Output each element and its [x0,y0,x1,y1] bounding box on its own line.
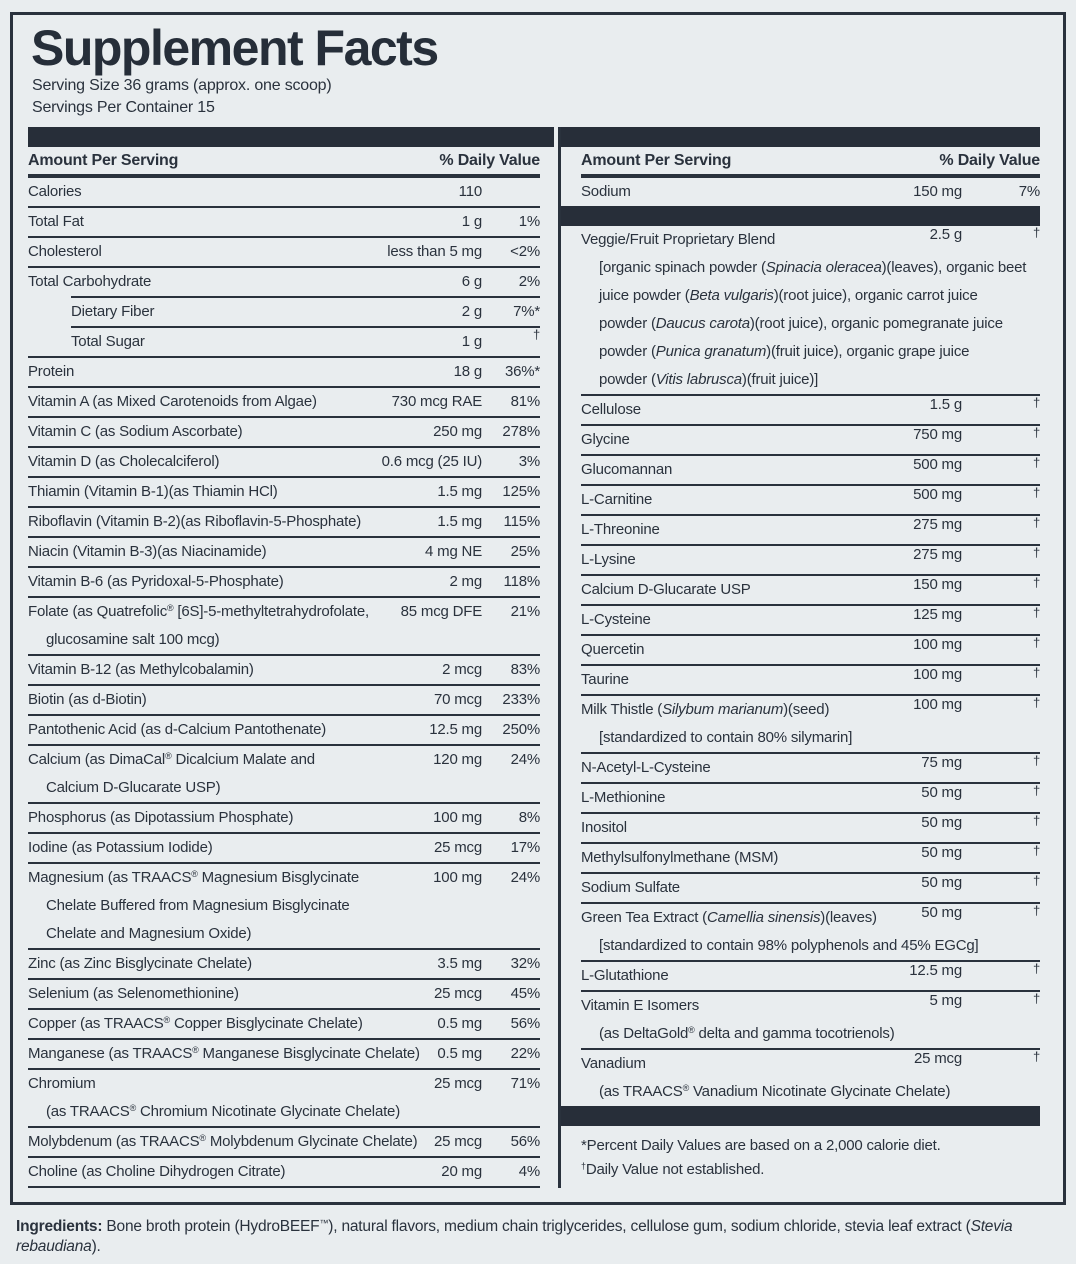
nutrient-row [28,714,540,744]
nutrient-label: Selenium (as Selenomethionine) [28,985,239,1002]
nutrient-label: Choline (as Choline Dihydrogen Citrate) [28,1163,286,1180]
nutrient-amount: 2 mcg [442,661,482,678]
nutrient-row [581,1048,1040,1106]
serving-size: Serving Size 36 grams (approx. one scoop) [32,77,332,94]
nutrient-amount: 750 mg [913,426,962,443]
nutrient-daily-value: † [1032,873,1040,888]
nutrient-amount: 2.5 g [929,226,962,243]
nutrient-daily-value: † [1032,485,1040,500]
nutrient-label-continued: (as TRAACS® Chromium Nicotinate Glycinate Chelate) [46,1103,400,1120]
nutrient-label-continued: powder (Daucus carota)(root juice), organic pomegranate juice [599,315,1003,332]
nutrient-row [28,236,540,266]
nutrient-row [28,1038,540,1068]
nutrient-daily-value: 83% [510,661,540,678]
footnotes [581,1134,1040,1182]
nutrient-label: L-Threonine [581,521,660,538]
nutrient-row [28,1008,540,1038]
separator-bar [561,1106,1040,1126]
nutrient-label-continued: powder (Punica granatum)(fruit juice), organic grape juice [599,343,970,360]
nutrient-amount: 100 mg [913,696,962,713]
nutrient-daily-value: † [1032,575,1040,590]
nutrient-row [28,948,540,978]
nutrient-row [581,694,1040,752]
nutrient-label: Total Fat [28,213,84,230]
nutrient-label-continued: Chelate and Magnesium Oxide) [46,925,252,942]
nutrient-amount: 100 mg [913,636,962,653]
nutrient-label-continued: powder (Vitis labrusca)(fruit juice)] [599,371,819,388]
nutrient-columns [13,127,1063,1188]
nutrient-amount: 150 mg [913,576,962,593]
nutrient-label: Vitamin E Isomers [581,997,700,1014]
nutrient-amount: 0.6 mcg (25 IU) [381,453,482,470]
nutrient-label: Cellulose [581,401,641,418]
nutrient-label: Sodium [581,183,631,200]
nutrient-amount: 5 mg [929,992,962,1009]
nutrient-amount: 50 mg [921,904,962,921]
nutrient-daily-value: 278% [502,423,540,440]
nutrient-amount: 1.5 g [929,396,962,413]
nutrient-row [28,744,540,802]
nutrient-amount: 100 mg [433,869,482,886]
nutrient-daily-value: † [1032,665,1040,680]
nutrient-label-continued: juice powder (Beta vulgaris)(root juice), organic carrot juice [599,287,978,304]
nutrient-row [28,476,540,506]
left-nutrient-table [13,178,558,1188]
nutrient-amount: 75 mg [921,754,962,771]
nutrient-label: Glycine [581,431,630,448]
nutrient-amount: 12.5 mg [909,962,962,979]
nutrient-row [28,536,540,566]
nutrient-amount: 500 mg [913,456,962,473]
nutrient-label-continued: Calcium D-Glucarate USP) [46,779,221,796]
nutrient-row [28,206,540,236]
nutrient-row [28,802,540,832]
nutrient-row [28,1126,540,1156]
nutrient-amount: less than 5 mg [387,243,482,260]
nutrient-label-continued: [standardized to contain 80% silymarin] [599,729,853,746]
nutrient-label: Phosphorus (as Dipotassium Phosphate) [28,809,294,826]
nutrient-row [28,832,540,862]
nutrient-label-continued: [organic spinach powder (Spinacia oleracea)(leaves), organic beet [599,259,1027,276]
nutrient-amount: 25 mcg [434,1133,482,1150]
nutrient-label: Vitamin D (as Cholecalciferol) [28,453,220,470]
nutrient-daily-value: 81% [510,393,540,410]
nutrient-daily-value: 22% [510,1045,540,1062]
nutrient-daily-value: 3% [518,453,540,470]
nutrient-label: Quercetin [581,641,645,658]
nutrient-amount: 1.5 mg [437,483,482,500]
nutrient-label: Taurine [581,671,629,688]
nutrient-label: Thiamin (Vitamin B-1)(as Thiamin HCl) [28,483,278,500]
footnote: †Daily Value not established. [581,1161,765,1178]
nutrient-label: Inositol [581,819,627,836]
nutrient-daily-value: 56% [510,1133,540,1150]
nutrient-daily-value: 17% [510,839,540,856]
nutrient-daily-value: 4% [518,1163,540,1180]
nutrient-daily-value: † [1032,961,1040,976]
column-header [28,147,540,178]
nutrient-label: Vitamin B-6 (as Pyridoxal-5-Phosphate) [28,573,284,590]
nutrient-daily-value: 24% [510,751,540,768]
nutrient-amount: 120 mg [433,751,482,768]
nutrient-daily-value: 56% [510,1015,540,1032]
nutrient-label: Vitamin A (as Mixed Carotenoids from Algae) [28,393,317,410]
nutrient-row [28,416,540,446]
nutrient-label: Zinc (as Zinc Bisglycinate Chelate) [28,955,252,972]
nutrient-label: Molybdenum (as TRAACS® Molybdenum Glycinate Chelate) [28,1133,418,1150]
nutrient-label-continued: glucosamine salt 100 mcg) [46,631,220,648]
nutrient-daily-value: † [1032,395,1040,410]
daily-value-header: % Daily Value [439,152,540,169]
supplement-facts-panel [10,12,1066,1205]
footnote: *Percent Daily Values are based on a 2,000 calorie diet. [581,1137,941,1154]
nutrient-row [28,506,540,536]
nutrient-label: Total Sugar [71,333,145,350]
nutrient-label: Chromium [28,1075,96,1092]
nutrient-row [581,226,1040,394]
nutrient-amount: 275 mg [913,516,962,533]
nutrient-amount: 25 mcg [434,985,482,1002]
nutrient-amount: 50 mg [921,814,962,831]
nutrient-daily-value: 24% [510,869,540,886]
page-title: Supplement Facts [31,20,438,76]
nutrient-label: Cholesterol [28,243,102,260]
nutrient-row [28,862,540,948]
nutrient-label: L-Carnitine [581,491,653,508]
nutrient-label-continued: (as DeltaGold® delta and gamma tocotrienols) [599,1025,895,1042]
nutrient-label: Niacin (Vitamin B-3)(as Niacinamide) [28,543,267,560]
ingredients-label: Ingredients: [16,1218,103,1235]
nutrient-label: L-Lysine [581,551,636,568]
nutrient-amount: 250 mg [433,423,482,440]
nutrient-daily-value: 2% [518,273,540,290]
nutrient-daily-value: † [1032,515,1040,530]
separator-bar [561,127,1040,147]
nutrient-amount: 18 g [453,363,482,380]
nutrient-amount: 4 mg NE [425,543,482,560]
nutrient-daily-value: † [1032,991,1040,1006]
nutrient-amount: 0.5 mg [437,1045,482,1062]
nutrient-amount: 1 g [461,333,482,350]
nutrient-daily-value: 115% [503,513,540,530]
daily-value-header: % Daily Value [939,152,1040,169]
nutrient-amount: 20 mg [441,1163,482,1180]
nutrient-amount: 25 mcg [914,1050,962,1067]
nutrient-amount: 1.5 mg [437,513,482,530]
nutrient-daily-value: 7%* [513,303,540,320]
nutrient-daily-value: 25% [510,543,540,560]
nutrient-label: Iodine (as Potassium Iodide) [28,839,213,856]
nutrient-daily-value: † [1032,753,1040,768]
nutrient-amount: 50 mg [921,874,962,891]
nutrient-daily-value: † [1032,425,1040,440]
nutrient-row [581,178,1040,206]
nutrient-row [28,978,540,1008]
nutrient-label: Folate (as Quatrefolic® [6S]-5-methyltetrahydrofolate, [28,603,369,620]
nutrient-row [28,446,540,476]
nutrient-row [28,596,540,654]
nutrient-amount: 50 mg [921,844,962,861]
nutrient-amount: 150 mg [913,183,962,200]
nutrient-row [71,296,540,326]
nutrient-label: Biotin (as d-Biotin) [28,691,147,708]
nutrient-daily-value: † [1032,813,1040,828]
nutrient-daily-value: 36%* [504,363,540,380]
nutrient-daily-value: † [1032,783,1040,798]
nutrient-label: Calcium D-Glucarate USP [581,581,751,598]
nutrient-daily-value: † [1032,605,1040,620]
nutrient-daily-value: 8% [518,809,540,826]
nutrient-label: Protein [28,363,75,380]
nutrient-label: Calcium (as DimaCal® Dicalcium Malate and [28,751,315,768]
nutrient-label-continued: (as TRAACS® Vanadium Nicotinate Glycinate Chelate) [599,1083,951,1100]
nutrient-amount: 6 g [461,273,482,290]
nutrient-daily-value: † [1032,695,1040,710]
nutrient-label-continued: Chelate Buffered from Magnesium Bisglycinate [46,897,350,914]
nutrient-label: Milk Thistle (Silybum marianum)(seed) [581,701,830,718]
nutrient-daily-value: 118% [503,573,540,590]
nutrient-row [581,990,1040,1048]
nutrient-daily-value: 1% [518,213,540,230]
nutrient-amount: 0.5 mg [437,1015,482,1032]
nutrient-label: Vanadium [581,1055,646,1072]
nutrient-daily-value: † [1032,843,1040,858]
left-column [13,127,561,1188]
nutrient-amount: 100 mg [913,666,962,683]
amount-per-serving-header: Amount Per Serving [581,152,732,169]
nutrient-label: Green Tea Extract (Camellia sinensis)(leaves) [581,909,877,926]
nutrient-row [28,566,540,596]
ingredients-line [16,1217,1066,1257]
nutrient-amount: 70 mcg [434,691,482,708]
nutrient-daily-value: 125% [502,483,540,500]
nutrient-label: Calories [28,183,82,200]
nutrient-amount: 100 mg [433,809,482,826]
nutrient-label: Copper (as TRAACS® Copper Bisglycinate Chelate) [28,1015,363,1032]
right-column [561,127,1063,1188]
nutrient-row [28,386,540,416]
nutrient-amount: 85 mcg DFE [400,603,482,620]
nutrient-daily-value: 71% [510,1075,540,1092]
nutrient-daily-value: † [1032,545,1040,560]
nutrient-daily-value: 21% [510,603,540,620]
servings-per-container: Servings Per Container 15 [32,99,215,116]
nutrient-row [28,654,540,684]
nutrient-row [71,326,540,356]
amount-per-serving-header: Amount Per Serving [28,152,179,169]
right-nutrient-table [561,178,1063,1126]
nutrient-daily-value: 250% [502,721,540,738]
nutrient-row [581,902,1040,960]
nutrient-amount: 110 [458,183,482,200]
nutrient-amount: 2 g [461,303,482,320]
nutrient-daily-value: 7% [1018,183,1040,200]
nutrient-label: Magnesium (as TRAACS® Magnesium Bisglycinate [28,869,360,886]
nutrient-row [28,356,540,386]
nutrient-row [28,684,540,714]
nutrient-label: Manganese (as TRAACS® Manganese Bisglycinate Chelate) [28,1045,420,1062]
nutrient-label: Riboflavin (Vitamin B-2)(as Riboflavin-5-Phosphate) [28,513,362,530]
nutrient-amount: 1 g [461,213,482,230]
nutrient-label: Methylsulfonylmethane (MSM) [581,849,779,866]
nutrient-row [28,178,540,206]
nutrient-amount: 730 mcg RAE [391,393,482,410]
nutrient-amount: 50 mg [921,784,962,801]
nutrient-amount: 2 mg [449,573,482,590]
nutrient-amount: 275 mg [913,546,962,563]
nutrient-label-continued: [standardized to contain 98% polyphenols and 45% EGCg] [599,937,979,954]
ingredients-text: Bone broth protein (HydroBEEF™), natural flavors, medium chain triglycerides, cellulose gum, sodium chloride, stevia leaf extract (Stevia rebaudiana). [16,1218,1013,1255]
nutrient-row [28,1156,540,1188]
nutrient-label: Vitamin C (as Sodium Ascorbate) [28,423,243,440]
nutrient-label: L-Cysteine [581,611,651,628]
nutrient-label: Sodium Sulfate [581,879,680,896]
separator-bar [28,127,554,147]
nutrient-amount: 500 mg [913,486,962,503]
nutrient-label: Glucomannan [581,461,673,478]
nutrient-daily-value: 233% [502,691,540,708]
column-header [581,147,1040,178]
nutrient-label: Vitamin B-12 (as Methylcobalamin) [28,661,254,678]
nutrient-amount: 25 mcg [434,1075,482,1092]
nutrient-row [28,266,540,296]
nutrient-daily-value: † [1032,1049,1040,1064]
nutrient-daily-value: † [1032,903,1040,918]
nutrient-amount: 12.5 mg [429,721,482,738]
nutrient-label: Veggie/Fruit Proprietary Blend [581,231,776,248]
nutrient-label: Total Carbohydrate [28,273,152,290]
nutrient-label: Pantothenic Acid (as d-Calcium Pantothenate) [28,721,327,738]
nutrient-label: L-Methionine [581,789,666,806]
nutrient-amount: 125 mg [913,606,962,623]
nutrient-daily-value: † [1032,225,1040,240]
nutrient-daily-value: <2% [510,243,540,260]
nutrient-row [28,1068,540,1126]
nutrient-daily-value: 45% [510,985,540,1002]
nutrient-label: L-Glutathione [581,967,669,984]
nutrient-amount: 3.5 mg [437,955,482,972]
nutrient-amount: 25 mcg [434,839,482,856]
nutrient-label: Dietary Fiber [71,303,155,320]
nutrient-daily-value: 32% [510,955,540,972]
nutrient-label: N-Acetyl-L-Cysteine [581,759,711,776]
nutrient-daily-value: † [1032,455,1040,470]
nutrient-daily-value: † [532,327,540,342]
nutrient-daily-value: † [1032,635,1040,650]
